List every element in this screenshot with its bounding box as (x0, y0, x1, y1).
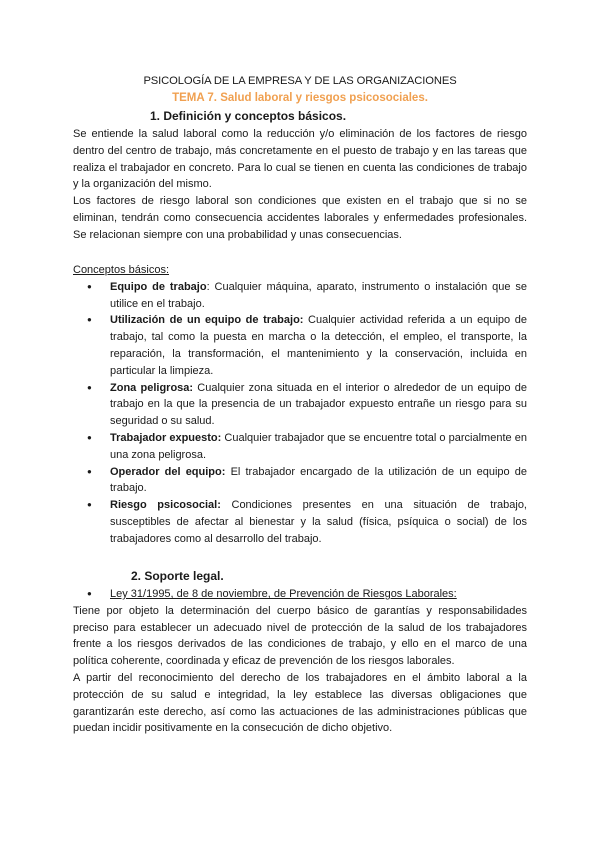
definition: Condiciones presentes en una situación de trabajo, susceptibles de afectar al bienestar y la salud (física, psíquica o social) de los trabajadores como al desarrollo del trabajo. (110, 499, 527, 545)
topic-title: TEMA 7. Salud laboral y riesgos psicosociales. (172, 92, 428, 104)
list-item (73, 312, 527, 379)
term: Zona peligrosa: (110, 381, 194, 394)
term: Trabajador expuesto: (110, 431, 222, 444)
list-item (73, 464, 527, 498)
concepts-label: Conceptos básicos: (73, 264, 169, 276)
list-item (73, 497, 527, 547)
section-1-heading: 1. Definición y conceptos básicos. (150, 109, 347, 123)
term: Riesgo psicosocial: (110, 499, 221, 512)
course-title: PSICOLOGÍA DE LA EMPRESA Y DE LAS ORGANIZACIONES (143, 75, 457, 87)
paragraph: A partir del reconocimiento del derecho de los trabajadores en el ámbito laboral a la protección de su salud e integridad, la ley establece las diversas obligaciones que garantizarán este derecho, así como las actuaciones de las administraciones públicas que puedan incidir positivamente en la consecución de dicho objetivo. (73, 671, 527, 735)
concepts-list (73, 279, 527, 548)
definition: : Cualquier máquina, aparato, instrumento o instalación que se utilice en el trabajo. (110, 280, 527, 310)
definition: Cualquier actividad referida a un equipo de trabajo, tal como la puesta en marcha o la detección, el empleo, el transporte, la reparación, la transformación, el mantenimiento y la conservación, incluida en particular la limpieza. (110, 314, 527, 377)
paragraph: Tiene por objeto la determinación del cuerpo básico de garantías y responsabilidades preciso para establecer un adecuado nivel de protección de la salud de los trabajadores frente a los riesgos derivados de las condiciones de trabajo, y ello en el marco de una política coherente, coordinada y eficaz de prevención de los riesgos laborales. (73, 604, 527, 668)
list-item (73, 279, 527, 313)
law-title: Ley 31/1995, de 8 de noviembre, de Prevención de Riesgos Laborales: (110, 588, 457, 600)
section-1-body (73, 126, 527, 244)
section-2-heading: 2. Soporte legal. (131, 569, 224, 583)
paragraph: Los factores de riesgo laboral son condiciones que existen en el trabajo que si no se eliminan, tendrán como consecuencia accidentes laborales y enfermedades profesionales. Se relacionan siempre con una probabilidad y unas consecuencias. (73, 195, 527, 241)
concepts-block (73, 262, 527, 548)
list-item (73, 430, 527, 464)
term: Equipo de trabajo (110, 280, 207, 293)
paragraph: Se entiende la salud laboral como la reducción y/o eliminación de los factores de riesgo dentro del centro de trabajo, más concretamente en el puesto de trabajo y en las tareas que realiza el trabajador en concreto. Para lo cual se tienen en cuenta las condiciones de trabajo y la organización del mismo. (73, 128, 527, 191)
section-2-body (73, 586, 527, 737)
list-item (73, 380, 527, 430)
definition: Cualquier trabajador que se encuentre total o parcialmente en una zona peligrosa. (110, 431, 527, 461)
definition: El trabajador encargado de la utilización de un equipo de trabajo. (110, 465, 528, 495)
definition: Cualquier zona situada en el interior o alrededor de un equipo de trabajo en la que la presencia de un trabajador expuesto entrañe un riesgo para su seguridad o su salud. (110, 381, 527, 428)
term: Utilización de un equipo de trabajo: (110, 314, 304, 327)
term: Operador del equipo: (110, 465, 226, 478)
law-reference (73, 586, 527, 603)
